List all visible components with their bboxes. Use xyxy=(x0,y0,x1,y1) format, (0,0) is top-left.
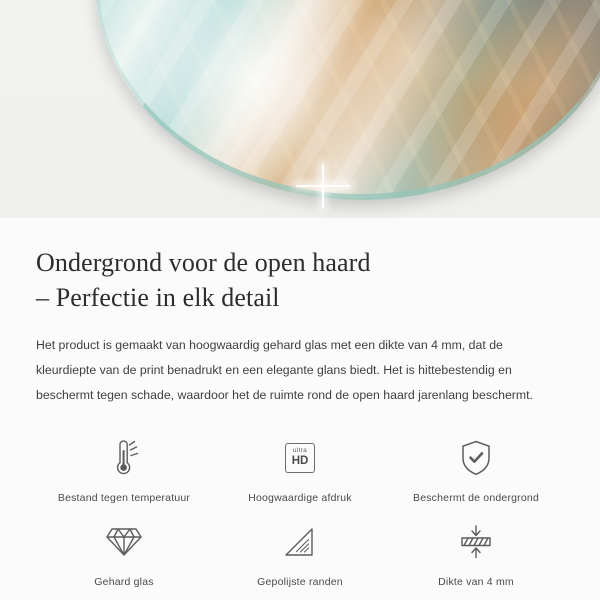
feature-label-thickness: Dikte van 4 mm xyxy=(438,575,514,588)
ultra-hd-badge-top: ultra xyxy=(292,447,308,455)
feature-label-tempered-glass: Gehard glas xyxy=(94,575,154,588)
feature-item-print-quality xyxy=(212,430,388,504)
page-title xyxy=(36,246,564,315)
polished-edges-icon xyxy=(282,520,318,564)
page-title-line-2: – Perfectie in elk detail xyxy=(36,282,280,312)
feature-grid xyxy=(36,430,564,588)
glass-disc-image xyxy=(96,0,600,200)
ultra-hd-badge-bottom: HD xyxy=(291,454,309,467)
feature-item-thickness xyxy=(388,514,564,588)
feature-label-polished-edges: Gepolijste randen xyxy=(257,575,343,588)
diamond-icon xyxy=(105,520,143,564)
feature-item-temperature xyxy=(36,430,212,504)
feature-label-print-quality: Hoogwaardige afdruk xyxy=(248,491,352,504)
shield-check-icon xyxy=(459,436,493,480)
feature-label-surface-protection: Beschermt de ondergrond xyxy=(412,491,539,504)
product-description-text: Het product is gemaakt van hoogwaardig gehard glas met een dikte van 4 mm, dat de kleurdiepte van de print benadrukt en een elegante glans biedt. Het is hittebestendig en beschermt tegen schade, waardoor het de ruimte rond de open haard jarenlang beschermt. xyxy=(36,338,533,402)
ultra-hd-icon xyxy=(285,436,315,480)
thickness-4mm-icon xyxy=(457,520,495,564)
hero-image xyxy=(0,0,600,218)
thermometer-icon xyxy=(107,436,141,480)
content-area xyxy=(0,246,600,588)
feature-label-temperature: Bestand tegen temperatuur xyxy=(57,491,191,504)
feature-item-polished-edges xyxy=(212,514,388,588)
feature-item-tempered-glass xyxy=(36,514,212,588)
page-title-line-1: Ondergrond voor de open haard xyxy=(36,248,371,277)
feature-item-surface-protection xyxy=(388,430,564,504)
